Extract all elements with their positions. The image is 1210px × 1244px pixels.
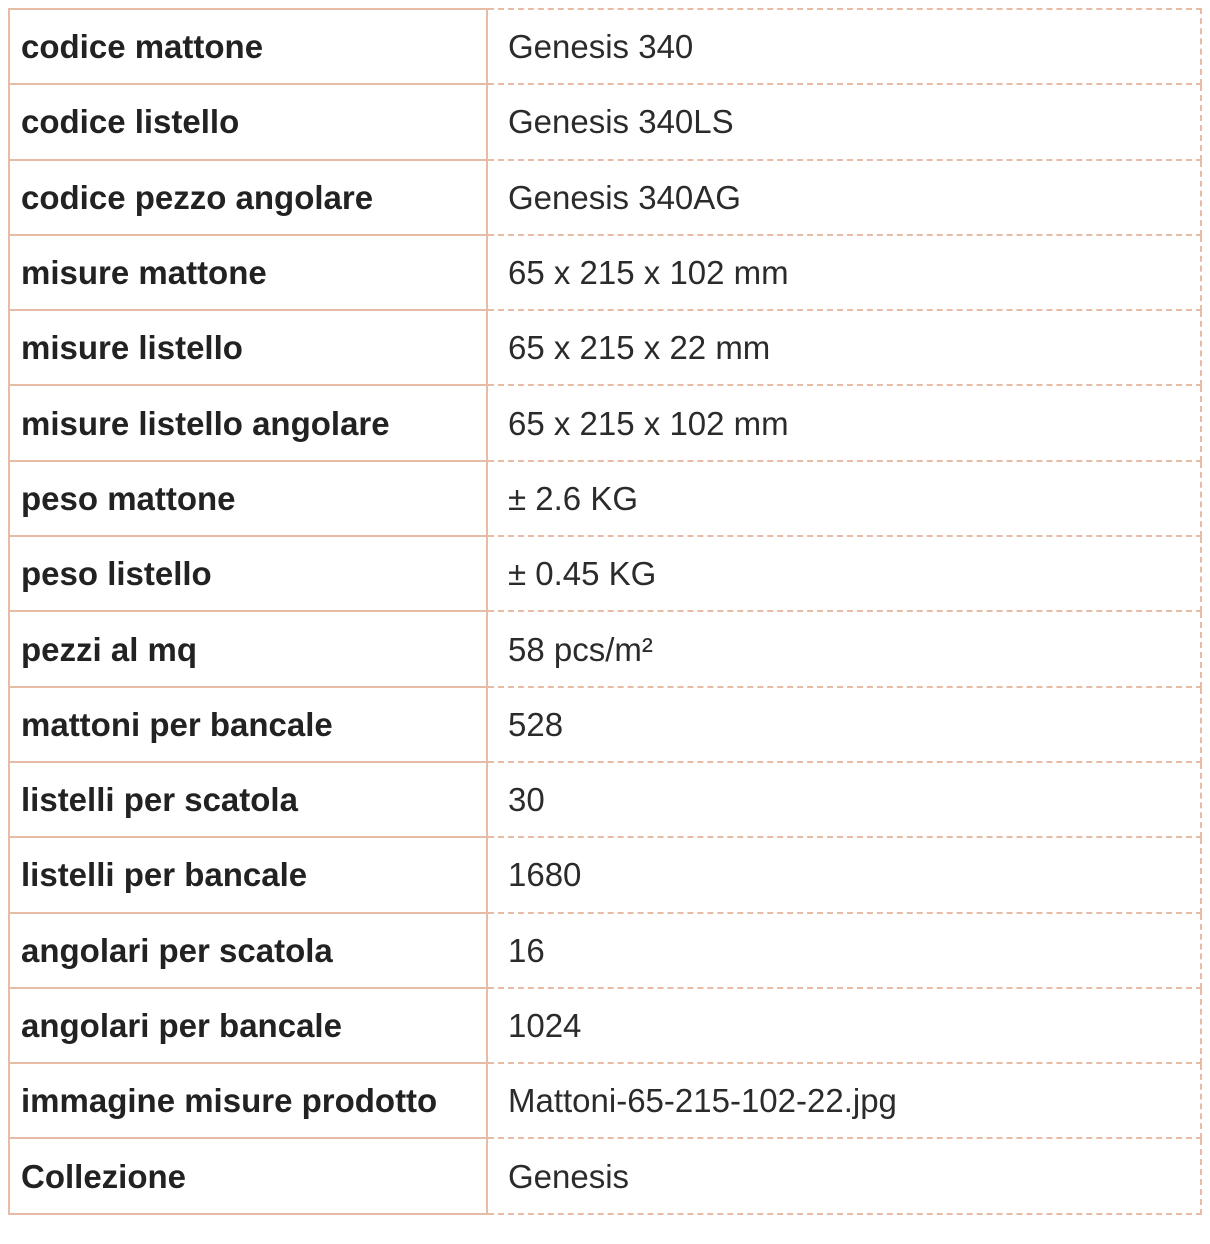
spec-label: immagine misure prodotto (9, 1063, 487, 1138)
table-row (9, 1063, 1201, 1138)
spec-value: Mattoni-65-215-102-22.jpg (487, 1063, 1201, 1138)
table-row (9, 913, 1201, 988)
spec-value: Genesis 340 (487, 9, 1201, 84)
spec-label: angolari per bancale (9, 988, 487, 1063)
table-row (9, 837, 1201, 912)
table-row (9, 235, 1201, 310)
table-row (9, 84, 1201, 159)
table-row (9, 1138, 1201, 1213)
spec-label: codice listello (9, 84, 487, 159)
spec-value: 30 (487, 762, 1201, 837)
spec-value: ± 0.45 KG (487, 536, 1201, 611)
spec-label: codice pezzo angolare (9, 160, 487, 235)
spec-label: listelli per bancale (9, 837, 487, 912)
spec-label: angolari per scatola (9, 913, 487, 988)
spec-label: misure mattone (9, 235, 487, 310)
spec-value: 16 (487, 913, 1201, 988)
spec-value: 58 pcs/m² (487, 611, 1201, 686)
product-spec-table (8, 8, 1202, 1215)
spec-label: listelli per scatola (9, 762, 487, 837)
spec-label: peso listello (9, 536, 487, 611)
spec-value: ± 2.6 KG (487, 461, 1201, 536)
spec-value: Genesis 340AG (487, 160, 1201, 235)
spec-value: 528 (487, 687, 1201, 762)
spec-label: codice mattone (9, 9, 487, 84)
table-row (9, 9, 1201, 84)
spec-value: 65 x 215 x 102 mm (487, 235, 1201, 310)
spec-value: Genesis 340LS (487, 84, 1201, 159)
spec-label: misure listello angolare (9, 385, 487, 460)
spec-value: Genesis (487, 1138, 1201, 1213)
table-row (9, 988, 1201, 1063)
spec-label: mattoni per bancale (9, 687, 487, 762)
spec-value: 65 x 215 x 102 mm (487, 385, 1201, 460)
table-row (9, 385, 1201, 460)
table-row (9, 611, 1201, 686)
table-row (9, 160, 1201, 235)
table-row (9, 461, 1201, 536)
spec-value: 65 x 215 x 22 mm (487, 310, 1201, 385)
spec-label: Collezione (9, 1138, 487, 1213)
table-row (9, 687, 1201, 762)
spec-label: pezzi al mq (9, 611, 487, 686)
spec-label: misure listello (9, 310, 487, 385)
table-row (9, 536, 1201, 611)
spec-value: 1680 (487, 837, 1201, 912)
table-row (9, 762, 1201, 837)
table-row (9, 310, 1201, 385)
spec-value: 1024 (487, 988, 1201, 1063)
spec-label: peso mattone (9, 461, 487, 536)
